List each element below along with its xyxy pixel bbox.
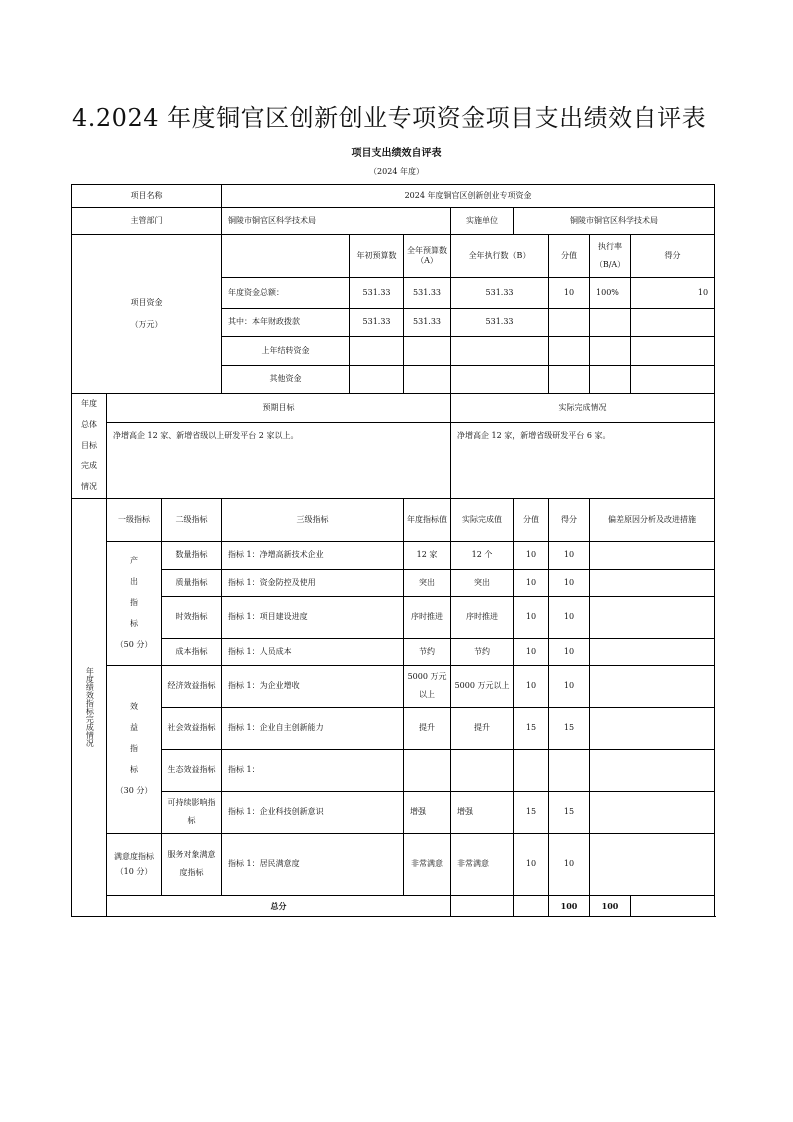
funds-header-row bbox=[72, 235, 715, 278]
funds-exec: 531.33 bbox=[451, 309, 549, 337]
reason-cell bbox=[590, 833, 715, 895]
implementing-unit-label: 实施单位 bbox=[451, 208, 514, 235]
document-title: 4.2024 年度铜官区创新创业专项资金项目支出绩效自评表 bbox=[72, 104, 707, 132]
reason-cell bbox=[590, 791, 715, 833]
level3-cell: 指标 1：为企业增收 bbox=[222, 665, 404, 707]
funds-score-header: 得分 bbox=[631, 235, 715, 278]
actual-cell: 提升 bbox=[451, 707, 514, 749]
indicator-row bbox=[72, 749, 715, 791]
funds-value bbox=[549, 337, 590, 366]
actual-goal-header: 实际完成情况 bbox=[451, 394, 715, 423]
reason-cell bbox=[590, 569, 715, 596]
level2-header: 二级指标 bbox=[162, 498, 222, 541]
actual-cell: 节约 bbox=[451, 638, 514, 665]
actual-cell: 序时推进 bbox=[451, 596, 514, 638]
total-value: 100 bbox=[549, 895, 590, 916]
satisfaction-indicators-label bbox=[107, 833, 162, 895]
level2-cell: 经济效益指标 bbox=[162, 665, 222, 707]
actual-cell: 12 个 bbox=[451, 541, 514, 569]
actual-cell: 增强 bbox=[451, 791, 514, 833]
level2-cell: 成本指标 bbox=[162, 638, 222, 665]
level2-cell: 社会效益指标 bbox=[162, 707, 222, 749]
level3-cell: 指标 1： bbox=[222, 749, 404, 791]
level3-cell: 指标 1：居民满意度 bbox=[222, 833, 404, 895]
indicator-row bbox=[72, 833, 715, 895]
total-reason-blank bbox=[631, 895, 715, 916]
goals-label-line: 情况 bbox=[81, 482, 97, 492]
exec-rate-header: 执行率（B/A） bbox=[590, 235, 631, 278]
project-name-value: 2024 年度铜官区创新创业专项资金 bbox=[222, 185, 715, 208]
group-label-line: 产 bbox=[130, 556, 138, 566]
value-cell: 10 bbox=[514, 665, 549, 707]
score-cell: 10 bbox=[549, 596, 590, 638]
reason-cell bbox=[590, 638, 715, 665]
level2-cell: 生态效益指标 bbox=[162, 749, 222, 791]
implementing-unit-value: 铜陵市铜官区科学技术局 bbox=[514, 208, 715, 235]
actual-cell: 突出 bbox=[451, 569, 514, 596]
funds-annual bbox=[404, 366, 451, 394]
funds-exec bbox=[451, 366, 549, 394]
funds-initial: 531.33 bbox=[350, 309, 404, 337]
expected-goal-header: 预期目标 bbox=[107, 394, 451, 423]
score-cell: 10 bbox=[549, 665, 590, 707]
funds-row-label: 年度资金总额： bbox=[222, 278, 350, 309]
reason-cell bbox=[590, 541, 715, 569]
score-cell: 10 bbox=[549, 541, 590, 569]
funds-exec: 531.33 bbox=[451, 278, 549, 309]
goals-label-line: 年度 bbox=[81, 399, 97, 408]
funds-exec bbox=[451, 337, 549, 366]
funds-blank-header bbox=[222, 235, 350, 278]
indicator-row bbox=[72, 665, 715, 707]
value-cell: 10 bbox=[514, 541, 549, 569]
department-label: 主管部门 bbox=[72, 208, 222, 235]
project-name-row bbox=[72, 185, 715, 208]
score-value-header: 分值 bbox=[549, 235, 590, 278]
reason-cell bbox=[590, 707, 715, 749]
goals-header-row bbox=[72, 394, 715, 423]
level2-cell: 服务对象满意度指标 bbox=[162, 833, 222, 895]
funds-row-label: 其中：本年财政拨款 bbox=[222, 309, 350, 337]
total-row bbox=[72, 895, 715, 916]
group-label-line: 益 bbox=[130, 723, 138, 733]
funds-score bbox=[631, 337, 715, 366]
score-cell bbox=[549, 749, 590, 791]
value-cell: 10 bbox=[514, 638, 549, 665]
department-row bbox=[72, 208, 715, 235]
level2-cell: 质量指标 bbox=[162, 569, 222, 596]
total-score: 100 bbox=[590, 895, 631, 916]
indicator-score-header: 得分 bbox=[549, 498, 590, 541]
annual-budget-header: 全年预算数（A） bbox=[404, 235, 451, 278]
group-label-line: （10 分） bbox=[115, 867, 153, 877]
target-cell: 节约 bbox=[404, 638, 451, 665]
funds-annual: 531.33 bbox=[404, 278, 451, 309]
goals-label-line: 总体 bbox=[81, 419, 97, 429]
level3-cell: 指标 1：资金防控及使用 bbox=[222, 569, 404, 596]
target-header: 年度指标值 bbox=[404, 498, 451, 541]
level1-header: 一级指标 bbox=[107, 498, 162, 541]
value-cell: 15 bbox=[514, 707, 549, 749]
funds-value bbox=[549, 309, 590, 337]
indicators-section-label: 年度绩效指标完成情况 bbox=[85, 667, 95, 748]
total-label: 总分 bbox=[107, 895, 451, 916]
level3-cell: 指标 1：项目建设进度 bbox=[222, 596, 404, 638]
funds-label: 项目资金 bbox=[130, 297, 163, 307]
group-label-line: 标 bbox=[130, 764, 138, 774]
funds-rate bbox=[590, 309, 631, 337]
score-cell: 10 bbox=[549, 569, 590, 596]
value-cell: 10 bbox=[514, 596, 549, 638]
indicator-row bbox=[72, 569, 715, 596]
funds-row-label: 上年结转资金 bbox=[222, 337, 350, 366]
level3-cell: 指标 1：人员成本 bbox=[222, 638, 404, 665]
actual-cell: 非常满意 bbox=[451, 833, 514, 895]
output-indicators-label bbox=[107, 541, 162, 665]
year-note: （2024 年度） bbox=[369, 167, 424, 176]
score-cell: 15 bbox=[549, 707, 590, 749]
funds-annual: 531.33 bbox=[404, 309, 451, 337]
funds-rate: 100% bbox=[590, 278, 631, 309]
indicators-header-row bbox=[72, 498, 715, 541]
value-cell bbox=[514, 749, 549, 791]
funds-score bbox=[631, 309, 715, 337]
performance-self-evaluation-table bbox=[71, 184, 715, 917]
project-name-label: 项目名称 bbox=[72, 185, 222, 208]
level2-cell: 可持续影响指标 bbox=[162, 791, 222, 833]
initial-budget-header: 年初预算数 bbox=[350, 235, 404, 278]
target-cell: 非常满意 bbox=[404, 833, 451, 895]
benefit-indicators-label bbox=[107, 665, 162, 833]
indicators-section-cell bbox=[72, 498, 107, 916]
indicator-row bbox=[72, 791, 715, 833]
reason-cell bbox=[590, 596, 715, 638]
level2-cell: 数量指标 bbox=[162, 541, 222, 569]
funds-unit: （万元） bbox=[130, 320, 163, 329]
value-cell: 10 bbox=[514, 833, 549, 895]
level3-header: 三级指标 bbox=[222, 498, 404, 541]
funds-rate bbox=[590, 366, 631, 394]
department-value: 铜陵市铜官区科学技术局 bbox=[222, 208, 451, 235]
funds-score: 10 bbox=[631, 278, 715, 309]
goals-content-row bbox=[72, 422, 715, 498]
target-cell: 12 家 bbox=[404, 541, 451, 569]
indicator-row bbox=[72, 541, 715, 569]
target-cell: 序时推进 bbox=[404, 596, 451, 638]
level3-cell: 指标 1：企业科技创新意识 bbox=[222, 791, 404, 833]
indicator-row bbox=[72, 596, 715, 638]
group-label-line: 效 bbox=[130, 702, 138, 712]
target-cell: 增强 bbox=[404, 791, 451, 833]
annual-exec-header: 全年执行数（B） bbox=[451, 235, 549, 278]
score-cell: 10 bbox=[549, 833, 590, 895]
indicator-row bbox=[72, 707, 715, 749]
total-blank bbox=[451, 895, 514, 916]
goals-label-cell bbox=[72, 394, 107, 499]
target-cell: 突出 bbox=[404, 569, 451, 596]
indicator-value-header: 分值 bbox=[514, 498, 549, 541]
value-cell: 10 bbox=[514, 569, 549, 596]
target-cell bbox=[404, 749, 451, 791]
actual-value-header: 实际完成值 bbox=[451, 498, 514, 541]
group-label-line: 出 bbox=[130, 577, 138, 587]
actual-cell: 5000 万元以上 bbox=[451, 665, 514, 707]
group-label-line: 指 bbox=[130, 598, 138, 608]
funds-label-cell bbox=[72, 235, 222, 394]
actual-goal-text: 净增高企 12 家，新增省级研发平台 6 家。 bbox=[451, 422, 715, 498]
value-cell: 15 bbox=[514, 791, 549, 833]
funds-row-label: 其他资金 bbox=[222, 366, 350, 394]
score-cell: 10 bbox=[549, 638, 590, 665]
reason-cell bbox=[590, 749, 715, 791]
funds-initial bbox=[350, 366, 404, 394]
actual-cell bbox=[451, 749, 514, 791]
funds-initial bbox=[350, 337, 404, 366]
funds-value: 10 bbox=[549, 278, 590, 309]
goals-label-line: 目标 bbox=[81, 440, 97, 450]
funds-score bbox=[631, 366, 715, 394]
total-blank bbox=[514, 895, 549, 916]
target-cell: 提升 bbox=[404, 707, 451, 749]
deviation-reason-header: 偏差原因分析及改进措施 bbox=[590, 498, 715, 541]
level3-cell: 指标 1：企业自主创新能力 bbox=[222, 707, 404, 749]
group-label-line: 指 bbox=[130, 744, 138, 754]
funds-initial: 531.33 bbox=[350, 278, 404, 309]
funds-annual bbox=[404, 337, 451, 366]
expected-goal-text: 净增高企 12 家、新增省级以上研发平台 2 家以上。 bbox=[107, 422, 451, 498]
funds-rate bbox=[590, 337, 631, 366]
group-label-line: 满意度指标 bbox=[114, 852, 154, 862]
target-cell: 5000 万元以上 bbox=[404, 665, 451, 707]
reason-cell bbox=[590, 665, 715, 707]
level3-cell: 指标 1：净增高新技术企业 bbox=[222, 541, 404, 569]
group-label-line: 标 bbox=[130, 618, 138, 628]
funds-value bbox=[549, 366, 590, 394]
level2-cell: 时效指标 bbox=[162, 596, 222, 638]
score-cell: 15 bbox=[549, 791, 590, 833]
table-title: 项目支出绩效自评表 bbox=[351, 148, 442, 159]
group-label-line: （30 分） bbox=[115, 785, 153, 795]
goals-label-line: 完成 bbox=[81, 461, 97, 471]
indicator-row bbox=[72, 638, 715, 665]
group-label-line: （50 分） bbox=[115, 639, 153, 649]
